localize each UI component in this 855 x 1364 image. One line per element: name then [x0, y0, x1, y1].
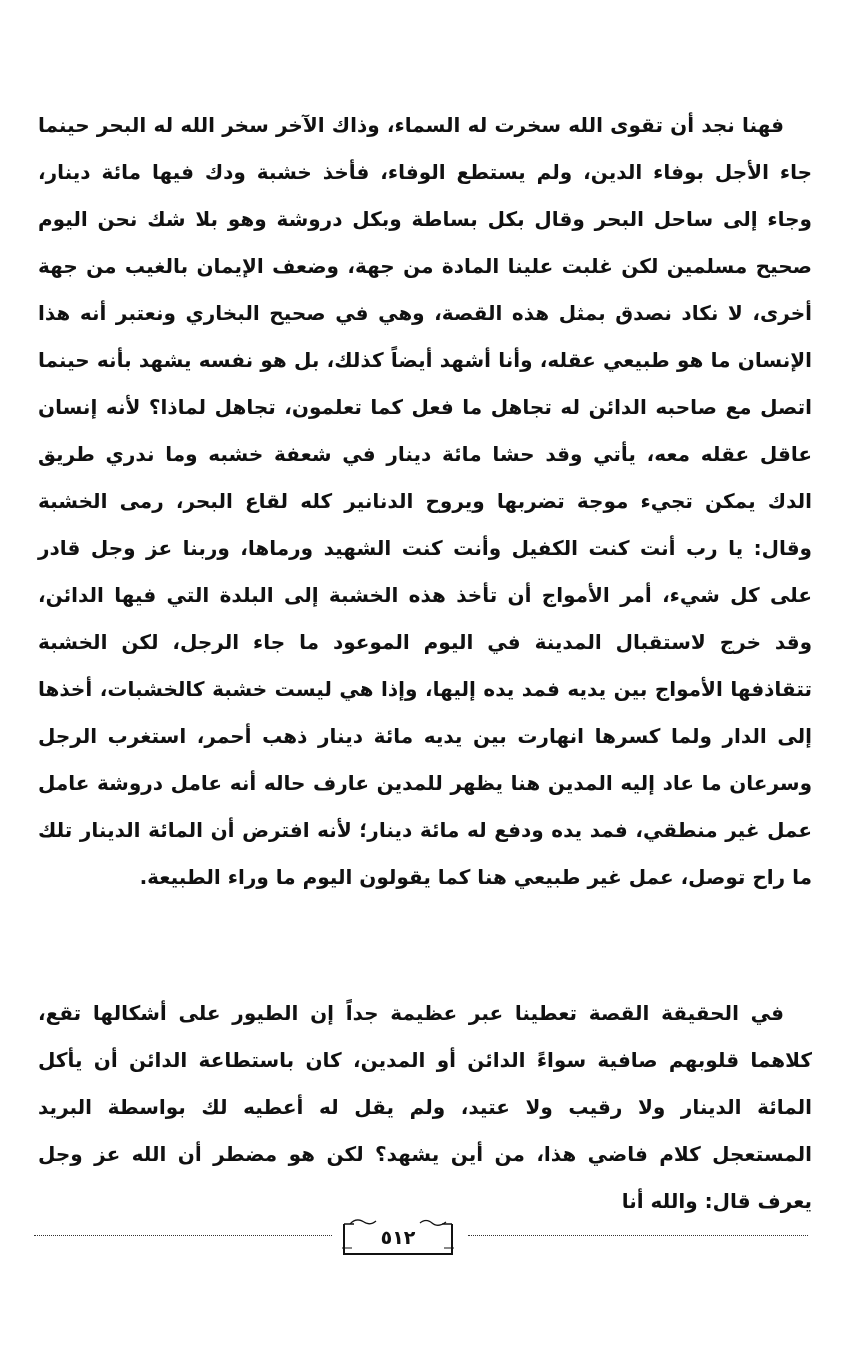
paragraph-text: في الحقيقة القصة تعطينا عبر عظيمة جداً إن الطيور على أشكالها تقع، كلاهما قلوبهم صافية سواءً الدائن أو المدين، كان باستطاعة الدائن أن يأكل المائة الدينار ولا رقيب ولا عتيد، ولم يقل له أعطيه لك بواسطة البريد المستعجل كلام فاضي هذا، من أين يشهد؟ لكن هو مضطر أن الله عز وجل يعرف قال: والله أنا — [38, 1001, 812, 1213]
body-paragraph-2 — [38, 990, 812, 1225]
paragraph-text: فهنا نجد أن تقوى الله سخرت له السماء، وذاك الآخر سخر الله له البحر حينما جاء الأجل بوفاء الدين، ولم يستطع الوفاء، فأخذ خشبة ودك فيها مائة دينار، وجاء إلى ساحل البحر وقال بكل بساطة وبكل دروشة وهو بلا شك نحن اليوم صحيح مسلمين لكن غلبت علينا المادة من جهة، وضعف الإيمان بالغيب من جهة أخرى، لا نكاد نصدق بمثل هذه القصة، وهي في صحيح البخاري ونعتبر أنه هذا الإنسان ما هو طبيعي عقله، وأنا أشهد أيضاً كذلك، بل هو نفسه يشهد بأنه حينما اتصل مع صاحبه الدائن له تجاهل ما فعل كما تعلمون، تجاهل لماذا؟ لأنه إنسان عاقل عقله معه، يأتي وقد حشا مائة دينار في شعفة خشبه وما ندري طريق الدك يمكن تجيء موجة تضربها ويروح الدنانير كله لقاع البحر، رمى الخشبة وقال: يا رب أنت كنت الكفيل وأنت كنت الشهيد ورماها، وربنا عز وجل قادر على كل شيء، أمر الأمواج أن تأخذ هذه الخشبة إلى البلدة التي فيها الدائن، وقد خرج لاستقبال المدينة في اليوم الموعود ما جاء الرجل، لكن الخشبة تتقاذفها الأمواج بين يديه فمد يده إليها، وإذا هي ليست خشبة كالخشبات، أخذها إلى الدار ولما كسرها انهارت بين يديه مائة دينار ذهب أحمر، استغرب الرجل وسرعان ما عاد إليه المدين هنا يظهر للمدين عارف حاله أنه عامل دروشة عامل عمل غير منطقي، فمد يده ودفع له مائة دينار؛ لأنه افترض أن المائة الدينار تلك ما راح توصل، عمل غير طبيعي هنا كما يقولون اليوم ما وراء الطبيعة. — [38, 113, 812, 889]
footer-dotted-rule-right — [468, 1235, 808, 1236]
body-paragraph-1 — [38, 102, 812, 901]
footer-dotted-rule-left — [34, 1235, 332, 1236]
page-number-frame — [340, 1218, 456, 1258]
page-number: ٥١٢ — [380, 1227, 416, 1249]
